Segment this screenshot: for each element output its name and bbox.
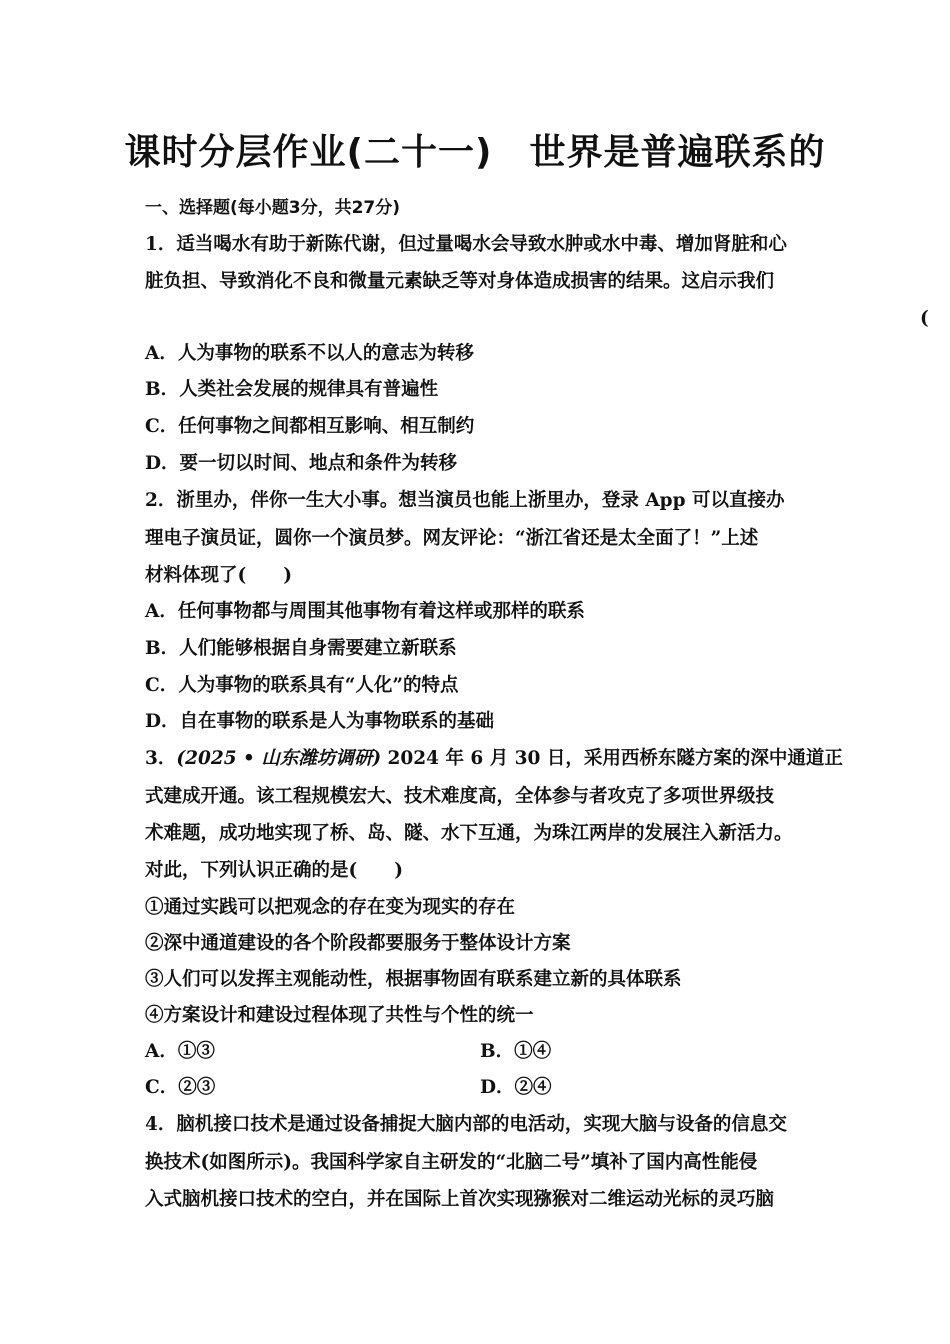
q2-option-c: C．人为事物的联系具有“人化”的特点 [145,675,459,696]
q1-option-b: B．人类社会发展的规律具有普遍性 [145,379,439,400]
q3-number: 3． [145,748,177,769]
q2-stem-line-3: 材料体现了( ) [145,565,293,586]
q4-stem-line-3: 入式脑机接口技术的空白，并在国际上首次实现猕猴对二维运动光标的灵巧脑 [145,1189,775,1210]
q3-stem-line-3: 术难题，成功地实现了桥、岛、隧、水下互通，为珠江两岸的发展注入新活力。 [145,823,793,844]
q1-answer-paren: ( [920,308,929,329]
q1-option-d: D．要一切以时间、地点和条件为转移 [145,453,458,474]
q1-stem-line-2: 脏负担、导致消化不良和微量元素缺乏等对身体造成损害的结果。这启示我们 [145,271,775,292]
q3-option-d: D．②④ [480,1077,552,1098]
q4-stem-line-2: 换技术(如图所示)。我国科学家自主研发的“北脑二号”填补了国内高性能侵 [145,1152,758,1173]
q3-statement-2: ②深中通道建设的各个阶段都要服务于整体设计方案 [145,933,571,954]
page-title: 课时分层作业(二十一) 世界是普遍联系的 [124,132,826,173]
q3-stem-line-4: 对此，下列认识正确的是( ) [145,860,404,881]
q3-stem-line-1 [145,747,843,771]
q3-option-b: B．①④ [480,1041,552,1062]
q2-stem-line-2: 理电子演员证，圆你一个演员梦。网友评论：“浙江省还是太全面了！”上述 [145,528,759,549]
q2-stem-line-1: 2．浙里办，伴你一生大小事。想当演员也能上浙里办，登录 App 可以直接办 [145,490,785,511]
q4-stem-line-1: 4．脑机接口技术是通过设备捕捉大脑内部的电活动，实现大脑与设备的信息交 [145,1114,787,1135]
q1-option-c: C．任何事物之间都相互影响、相互制约 [145,416,475,437]
q1-option-a: A．人为事物的联系不以人的意志为转移 [145,343,474,364]
q3-option-c: C．②③ [145,1077,216,1098]
q3-statement-4: ④方案设计和建设过程体现了共性与个性的统一 [145,1005,534,1026]
q3-stem-line-2: 式建成开通。该工程规模宏大、技术难度高，全体参与者攻克了多项世界级技 [145,786,775,807]
q3-statement-1: ①通过实践可以把观念的存在变为现实的存在 [145,897,516,918]
q3-option-a: A．①③ [145,1041,215,1062]
q2-option-b: B．人们能够根据自身需要建立新联系 [145,638,457,659]
q1-stem-line-1: 1．适当喝水有助于新陈代谢，但过量喝水会导致水肿或水中毒、增加肾脏和心 [145,234,787,255]
q3-stem-line-1-text: 2024 年 6 月 30 日，采用西桥东隧方案的深中通道正 [381,748,843,769]
q3-source: (2025 • 山东潍坊调研) [176,748,382,769]
section-heading: 一、选择题(每小题3分，共27分) [145,198,401,218]
q2-option-d: D．自在事物的联系是人为事物联系的基础 [145,711,495,732]
q2-option-a: A．任何事物都与周围其他事物有着这样或那样的联系 [145,601,585,622]
q3-statement-3: ③人们可以发挥主观能动性，根据事物固有联系建立新的具体联系 [145,969,682,990]
